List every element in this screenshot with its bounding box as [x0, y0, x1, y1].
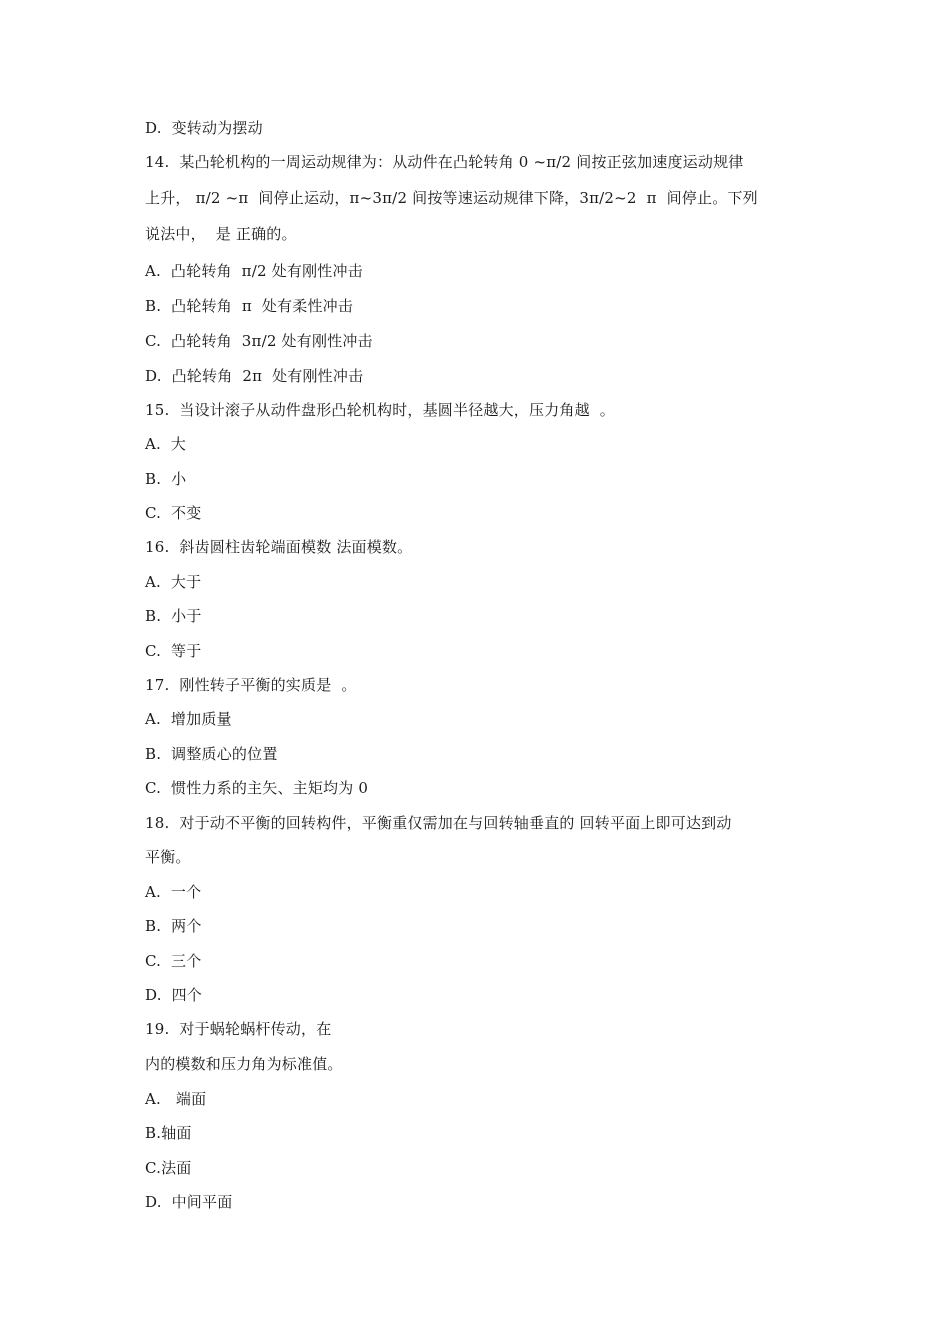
option-16-b: B. 小于 — [145, 607, 202, 625]
option-15-c: C. 不变 — [145, 504, 202, 522]
option-18-b: B. 两个 — [145, 917, 202, 935]
option-13-d: D. 变转动为摆动 — [145, 119, 263, 137]
option-16-a: A. 大于 — [145, 573, 202, 591]
question-19-line-1: 19. 对于蜗轮蜗杆传动，在 — [145, 1020, 332, 1038]
question-14-line-3: 说法中， 是 正确的。 — [145, 225, 297, 243]
option-15-b: B. 小 — [145, 470, 187, 488]
question-18-line-2: 平衡。 — [145, 848, 191, 866]
question-15: 15. 当设计滚子从动件盘形凸轮机构时，基圆半径越大，压力角越 。 — [145, 401, 615, 419]
option-15-a: A. 大 — [145, 435, 187, 453]
question-18-line-1: 18. 对于动不平衡的回转构件，平衡重仅需加在与回转轴垂直的 回转平面上即可达到动 — [145, 814, 732, 832]
question-16: 16. 斜齿圆柱齿轮端面模数 法面模数。 — [145, 538, 413, 556]
option-19-d: D. 中间平面 — [145, 1193, 233, 1211]
option-19-c: C.法面 — [145, 1159, 192, 1177]
question-14-line-1: 14. 某凸轮机构的一周运动规律为：从动件在凸轮转角 0 ~π/2 间按正弦加速度运动规律 — [145, 153, 744, 171]
option-14-b: B. 凸轮转角 π 处有柔性冲击 — [145, 297, 354, 315]
question-17: 17. 刚性转子平衡的实质是 。 — [145, 676, 357, 694]
option-18-a: A. 一个 — [145, 883, 202, 901]
option-14-a: A. 凸轮转角 π/2 处有刚性冲击 — [145, 262, 363, 280]
option-16-c: C. 等于 — [145, 642, 202, 660]
question-14-line-2: 上升， π/2 ~π 间停止运动，π~3π/2 间按等速运动规律下降，3π/2~2 π 间停止。下列 — [145, 189, 758, 207]
option-14-d: D. 凸轮转角 2π 处有刚性冲击 — [145, 367, 364, 385]
option-17-b: B. 调整质心的位置 — [145, 745, 278, 763]
question-19-line-2: 内的模数和压力角为标准值。 — [145, 1055, 343, 1073]
option-17-c: C. 惯性力系的主矢、主矩均为 0 — [145, 779, 369, 797]
option-19-a: A. 端面 — [145, 1090, 207, 1108]
option-17-a: A. 增加质量 — [145, 710, 232, 728]
option-18-c: C. 三个 — [145, 952, 202, 970]
option-19-b: B.轴面 — [145, 1124, 192, 1142]
option-18-d: D. 四个 — [145, 986, 202, 1004]
option-14-c: C. 凸轮转角 3π/2 处有刚性冲击 — [145, 332, 373, 350]
